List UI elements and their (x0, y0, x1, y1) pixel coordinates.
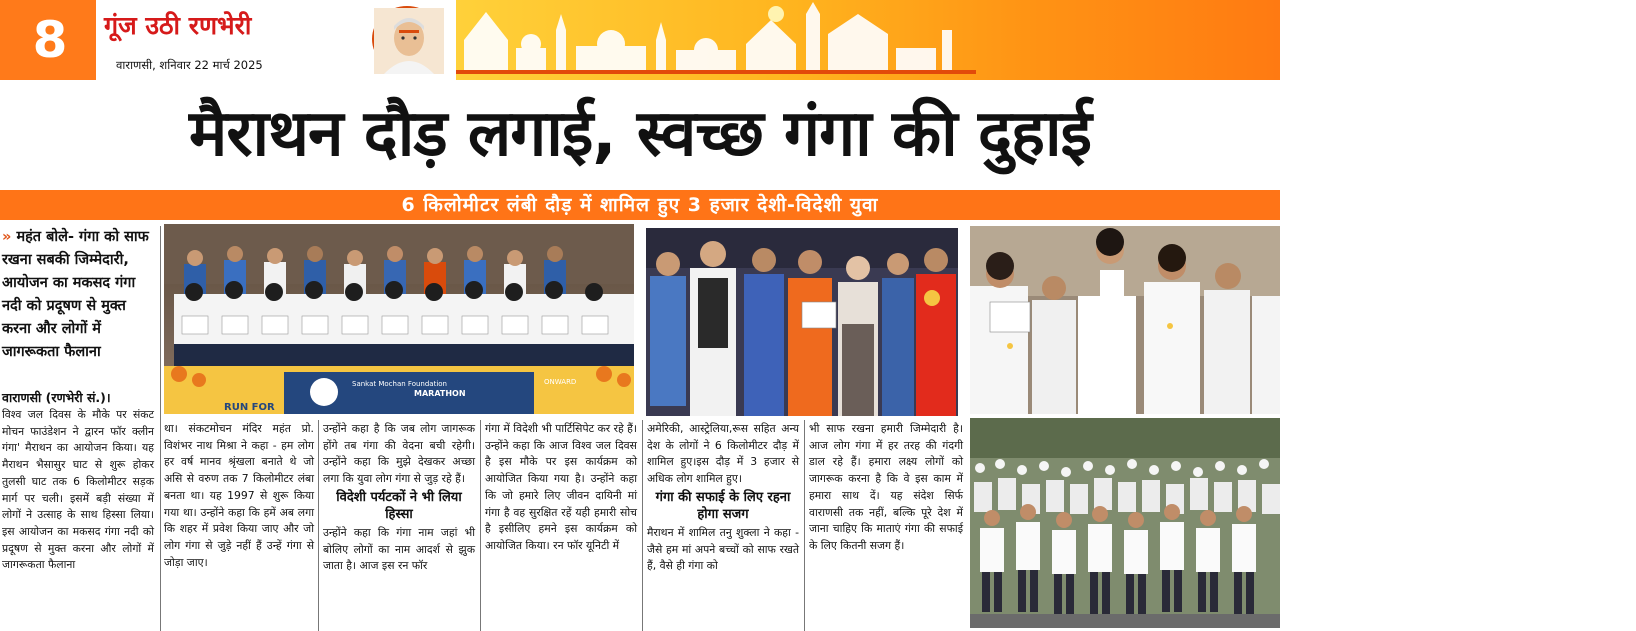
masthead-banner (456, 0, 1588, 80)
article-column-5 (647, 421, 799, 629)
masthead (0, 0, 1588, 80)
headline: मैराथन दौड़ लगाई, स्वच्छ गंगा की दुहाई (189, 97, 1091, 171)
photo-marathon-crowd (970, 418, 1280, 628)
subheadline: 6 किलोमीटर लंबी दौड़ में शामिल हुए 3 हजार देशी-विदेशी युवा (401, 194, 879, 216)
subheading-foreign-tourists: विदेशी पर्यटकों ने भी लिया हिस्सा (336, 489, 462, 522)
dateline: वाराणसी, शनिवार 22 मार्च 2025 (116, 58, 263, 72)
banner-line1: Sankat Mochan Foundation (352, 380, 447, 388)
column-divider (804, 420, 805, 631)
photo-participants-certificates (970, 226, 1280, 414)
column-5-text-a: अमेरिकी, आस्ट्रेलिया,रूस सहित अन्य देश के लोगों ने 6 किलोमीटर दौड़ में शामिल हुए।इस दौड़ में 3 हजार से अधिक लोग शामिल हुए। (647, 422, 799, 486)
double-chevron-icon: » (2, 229, 12, 245)
page-number: 8 (32, 11, 68, 69)
banner-tagline: ONWARD (544, 378, 577, 386)
photo-group-stage (164, 224, 634, 414)
subheadline-bar (0, 190, 1280, 220)
banner-run-for: RUN FOR (224, 402, 275, 413)
pull-quote-text: महंत बोले- गंगा को साफ रखना सबकी जिम्मेदारी, आयोजन का मकसद गंगा नदी को प्रदूषण से मुक्त करना और लोगों में जागरूकता फैलाना (2, 229, 149, 360)
varanasi-skyline-icon (456, 0, 976, 80)
column-divider (480, 420, 481, 631)
founder-portrait-icon (372, 6, 442, 72)
column-3-text-b: उन्होंने कहा कि गंगा नाम जहां भी बोलिए लोगों का नाम आदर्श से झुक जाता है। आज इस रन फॉर (323, 525, 475, 573)
newspaper-brand: गूंज उठी रणभेरी (104, 11, 252, 40)
article-column-3 (323, 421, 475, 629)
column-3-text-a: उन्होंने कहा है कि जब लोग जागरूक होंगे तब गंगा की वेदना बची रहेगी। उन्होंने कहा कि मुझे देखकर अच्छा लगा कि युवा लोग गंगा से जुड़ रहे हैं। (323, 422, 475, 486)
photo-felicitation (646, 228, 958, 416)
column-divider (160, 226, 161, 631)
article-column-6: भी साफ रखना हमारी जिम्मेदारी है। आज लोग गंगा में हर तरह की गंदगी डाल रहे हैं। हमारा लक्ष्य लोगों को जागरूक करना है कि वे इस काम में हमारा साथ दें। यह संदेश सिर्फ वाराणसी तक नहीं, बल्कि पूरे देश में जाना चाहिए कि माताएं गंगा की सफाई के लिए कितनी सजग हैं। (809, 422, 963, 552)
article-column-1: विश्व जल दिवस के मौके पर संकट मोचन फाउंडेशन ने द्वारन फॉर क्लीन गंगा' मैराथन का आयोजन किया। यह मैराथन भैसासुर घाट से शुरू होकर तुलसी घाट तक 6 किलोमीटर सड़क मार्ग पर चली। इसमें बड़ी संख्या में लोगों ने उत्साह के साथ हिस्सा लिया। इस आयोजन का मकसद गंगा नदी को प्रदूषण से मुक्त करना और लोगों में जागरूकता फैलाना (2, 408, 154, 572)
section-name: बनारस (1494, 15, 1588, 59)
article-column-2: था। संकटमोचन मंदिर महंत प्रो. विशंभर नाथ मिश्रा ने कहा - हम लोग हर वर्ष मानव श्रृंखला बनाते थे जो असि से वरुण तक 7 किलोमीटर लंबा बनता था। यह 1997 से शुरू किया गया था। उन्होंने कहा कि हमें अब लगा कि शहर में प्रवेश किया जाए और जो लोग गंगा से जुड़े नहीं हैं उन्हें गंगा से जोड़ा जाए। (164, 422, 314, 569)
pull-quote (2, 226, 158, 390)
subheading-ganga-cleanliness: गंगा की सफाई के लिए रहना होगा सजग (655, 489, 791, 522)
column-divider (318, 420, 319, 631)
article-column-4: गंगा में विदेशी भी पार्टिसिपेट कर रहे हैं। उन्होंने कहा कि आज विश्व जल दिवस है इस मौके पर इस कार्यक्रम को आयोजित किया गया है। उन्होंने कहा कि जो हमारे लिए जीवन दायिनी मां गंगा है वह सुरक्षित रहें यही हमारी सोच है इसीलिए हमने इस कार्यक्रम को आयोजित किया। रन फॉर यूनिटी में (485, 422, 638, 552)
column-5-text-b: मैराथन में शामिल तनु शुक्ला ने कहा - जैसे हम मां अपने बच्चों को साफ रखते हैं, वैसे ही गंगा को (647, 525, 799, 573)
column-divider (642, 420, 643, 631)
page-number-box (0, 0, 96, 80)
banner-line2: MARATHON (414, 389, 466, 398)
byline: वाराणसी (रणभेरी सं.)। (2, 390, 111, 405)
